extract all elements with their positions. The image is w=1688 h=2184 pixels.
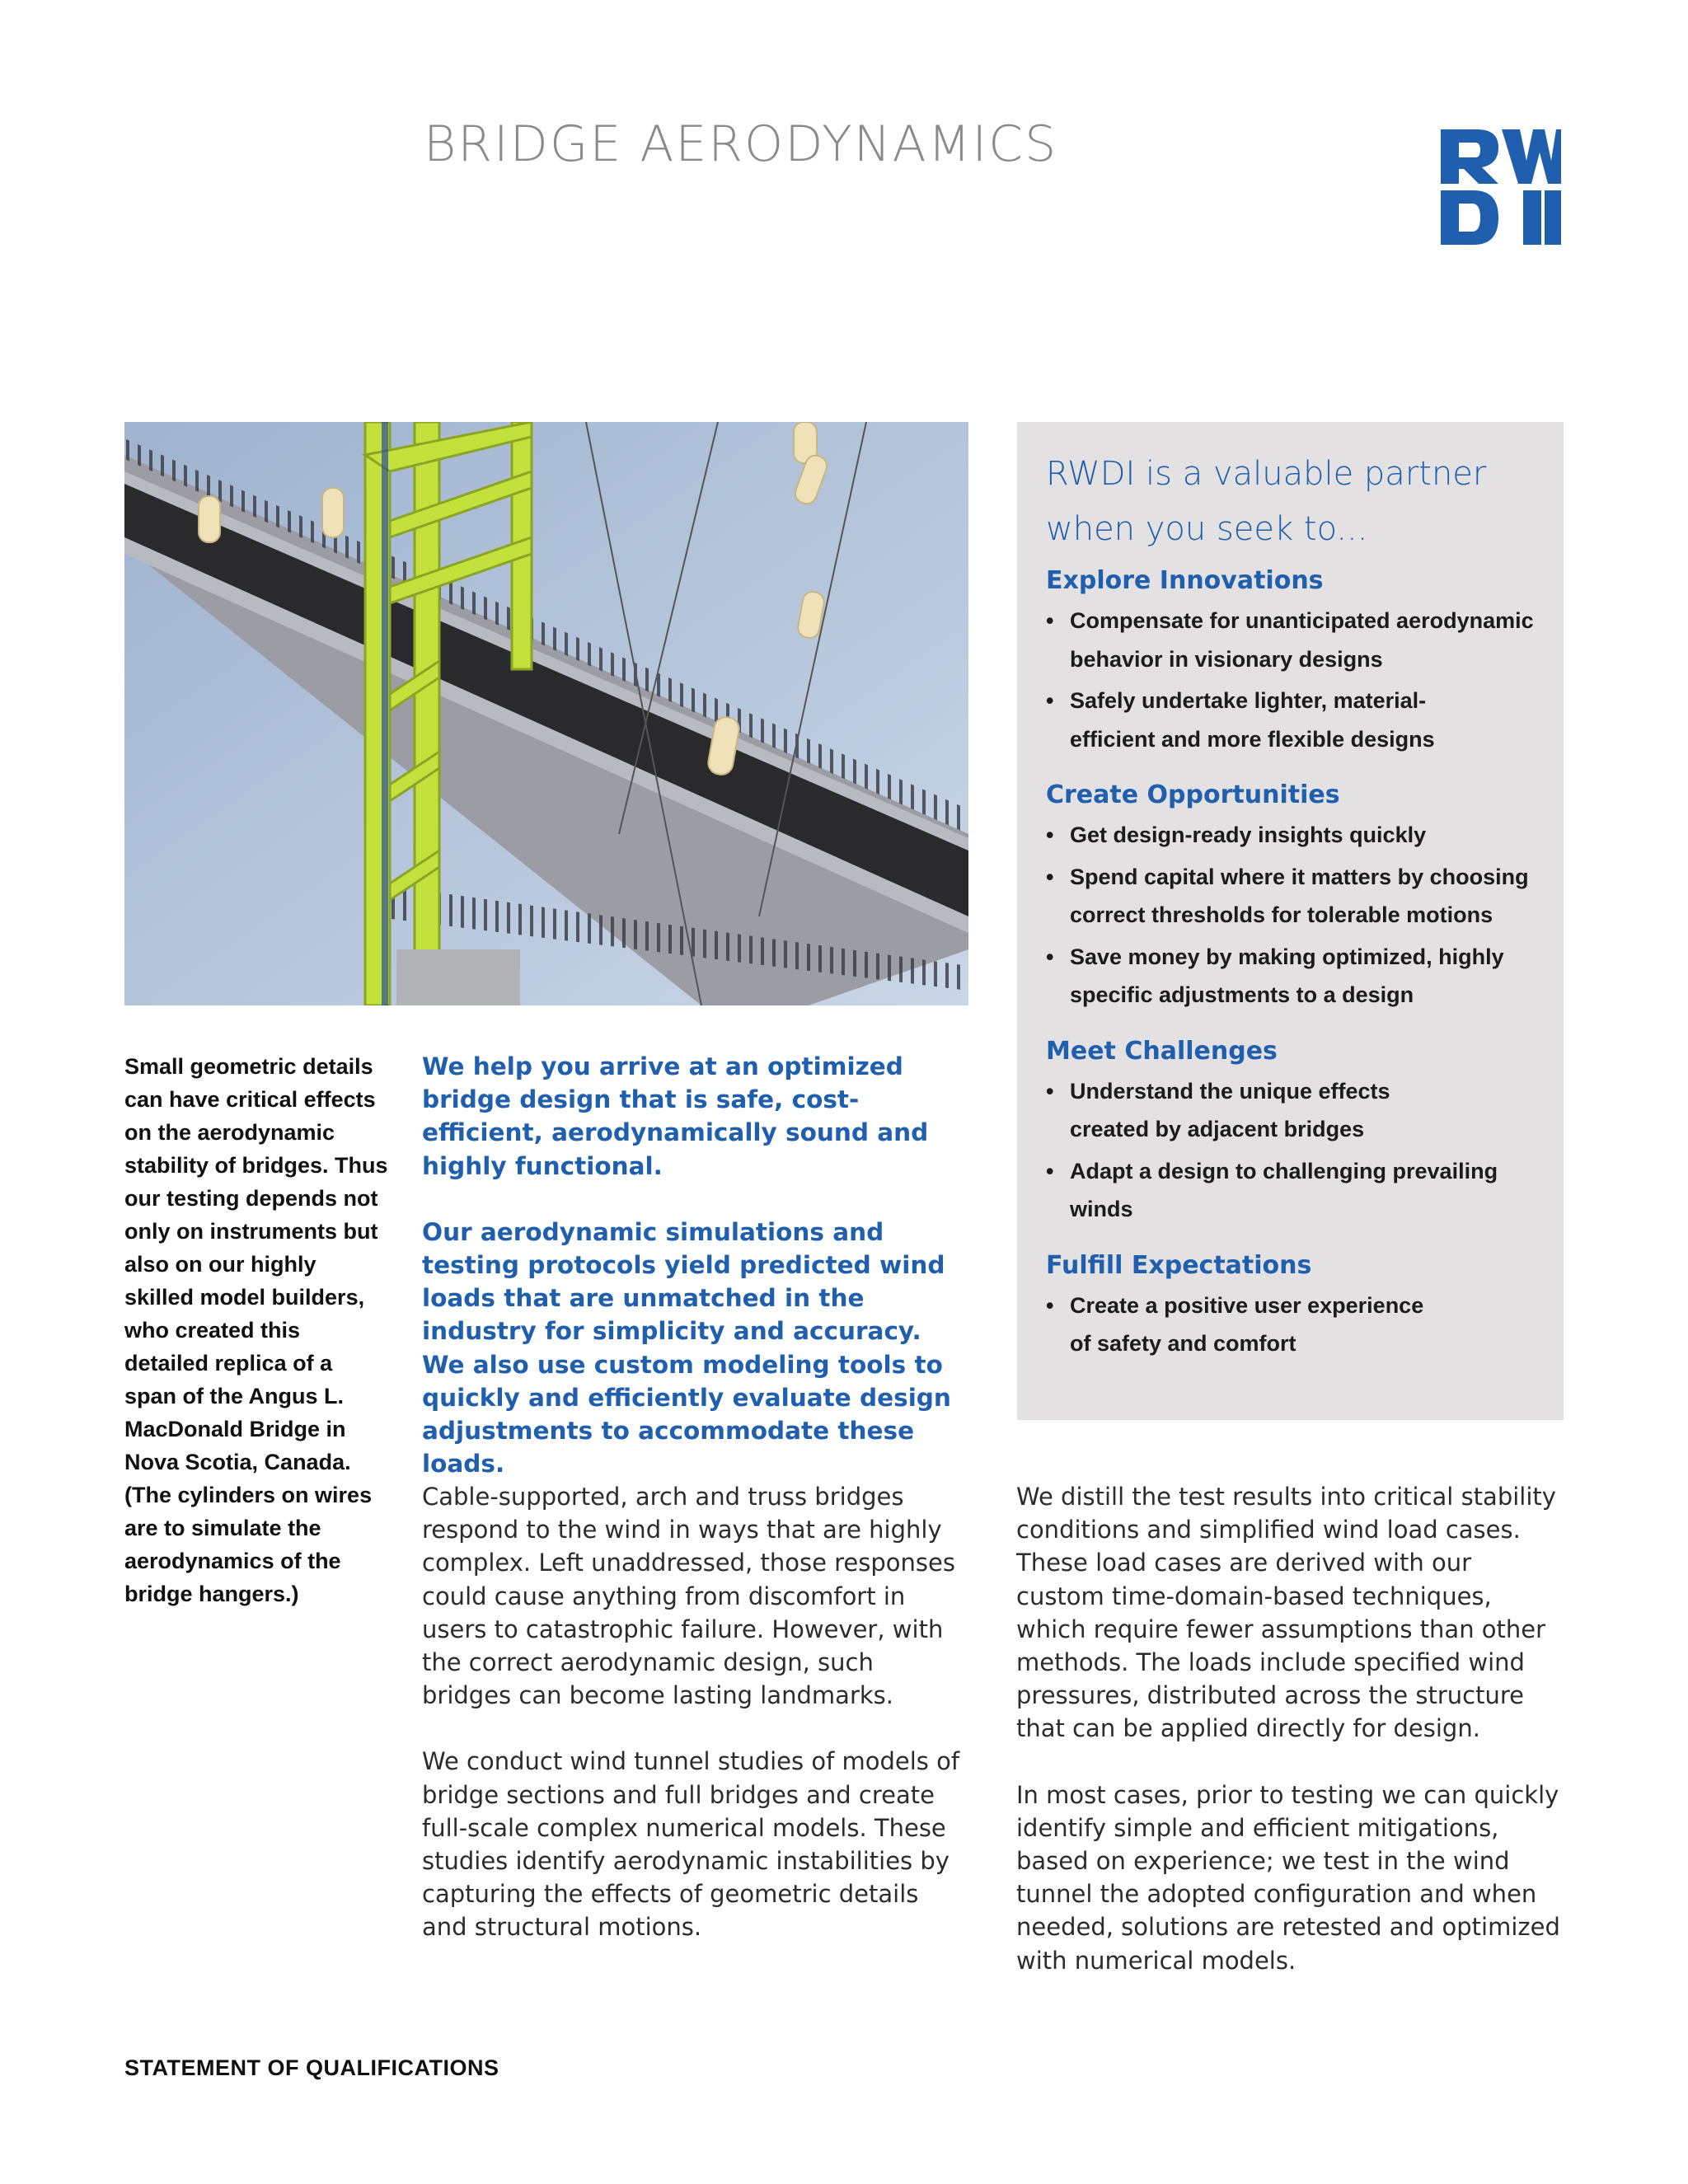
body-column-right [1016, 1480, 1560, 2010]
bullet-icon: • [1046, 688, 1054, 713]
bullet-icon: • [1046, 823, 1054, 847]
list-item [1046, 816, 1536, 855]
rwdi-logo [1441, 129, 1561, 245]
section-title: Fulfill Expectations [1046, 1250, 1312, 1280]
bullet-list [1046, 1286, 1536, 1363]
section-title: Create Opportunities [1046, 780, 1340, 809]
list-item-text: Get design-ready insights quickly [1070, 823, 1427, 847]
bullet-list [1046, 602, 1536, 758]
list-item-text: Understand the unique effects created by adjacent bridges [1070, 1078, 1390, 1141]
bullet-icon: • [1046, 1078, 1054, 1104]
lead-text [422, 1050, 966, 1513]
list-item-text: Create a positive user experience of safety and comfort [1070, 1292, 1424, 1356]
body-paragraph: In most cases, prior to testing we can quickly identify simple and efficient mitigations, based on experience; we test in the wind tunnel the adopted configuration and when needed, solutions are retested and optimized with numerical models. [1016, 1780, 1560, 1975]
list-item [1046, 1152, 1536, 1229]
list-item-text: Compensate for unanticipated aerodynamic behavior in visionary designs [1070, 608, 1534, 672]
bullet-list [1046, 1072, 1536, 1229]
panel-heading: RWDI is a valuable partner when you seek to... [1046, 455, 1487, 548]
list-item [1046, 858, 1536, 935]
partner-panel [1017, 422, 1564, 1420]
body-paragraph: We conduct wind tunnel studies of models of bridge sections and full bridges and create full-scale complex numerical models. These studies identify aerodynamic instabilities by capturing the effects of geometric details and structural motions. [422, 1747, 960, 1942]
list-item [1046, 602, 1536, 678]
body-paragraph: We distill the test results into critical stability conditions and simplified wind load cases. These load cases are derived with our custom time-domain-based techniques, which require fewer assumptions than other methods. The loads include specified wind pressures, distributed across the structure that can be applied directly for design. [1016, 1483, 1556, 1743]
bullet-icon: • [1046, 864, 1054, 889]
body-paragraph: Cable-supported, arch and truss bridges respond to the wind in ways that are highly complex. Left unaddressed, those responses could cause anything from discomfort in users to catastrophic failure. However, with the correct aerodynamic design, such bridges can become lasting landmarks. [422, 1483, 955, 1710]
list-item-text: Save money by making optimized, highly specific adjustments to a design [1070, 944, 1504, 1007]
list-item [1046, 938, 1536, 1015]
footer-label: STATEMENT OF QUALIFICATIONS [124, 2055, 499, 2080]
body-column-middle [422, 1480, 966, 1977]
lead-paragraph-2: Our aerodynamic simulations and testing protocols yield predicted wind loads that are unmatched in the industry for simplicity and accuracy. We also use custom modeling tools to quickly and efficiently evaluate design adjustments to accommodate these loads. [422, 1217, 951, 1479]
section-title: Explore Innovations [1046, 566, 1324, 595]
photo-caption: Small geometric details can have critical effects on the aerodynamic stability of bridges. Thus our testing depends not only on instruments but also on our highly skilled model builders, who created this detailed replica of a span of the Angus L. MacDonald Bridge in Nova Scotia, Canada. (The cylinders on wires are to simulate the aerodynamics of the bridge hangers.) [124, 1054, 388, 1606]
bullet-icon: • [1046, 1158, 1054, 1183]
bridge-model-photo [124, 422, 968, 1005]
bullet-icon: • [1046, 608, 1054, 633]
bullet-icon: • [1046, 1292, 1054, 1318]
bullet-icon: • [1046, 944, 1054, 969]
list-item-text: Adapt a design to challenging prevailing winds [1070, 1158, 1498, 1221]
list-item [1046, 1286, 1536, 1363]
list-item-text: Spend capital where it matters by choosing correct thresholds for tolerable motions [1070, 864, 1529, 927]
list-item [1046, 682, 1536, 758]
section-title: Meet Challenges [1046, 1036, 1278, 1066]
list-item-text: Safely undertake lighter, material- efficient and more flexible designs [1070, 688, 1435, 752]
page-title: BRIDGE AERODYNAMICS [424, 115, 1058, 173]
bullet-list [1046, 816, 1536, 1015]
list-item [1046, 1072, 1536, 1149]
lead-paragraph-1: We help you arrive at an optimized bridge design that is safe, cost-efficient, aerodynamically sound and highly functional. [422, 1052, 929, 1180]
